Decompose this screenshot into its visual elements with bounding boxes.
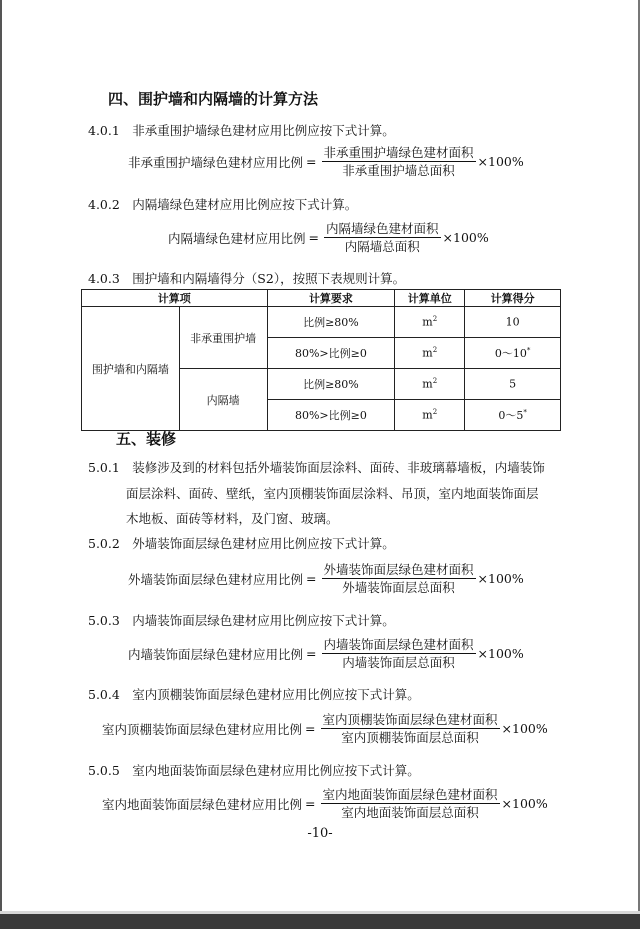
score-table bbox=[81, 289, 561, 431]
clause-5-0-1-line1: 5.0.1 装修涉及到的材料包括外墙装饰面层涂料、面砖、非玻璃幕墙板，内墙装饰 bbox=[88, 460, 545, 475]
score-cell: 0～5* bbox=[465, 400, 561, 431]
unit-cell: $m^2$ bbox=[395, 369, 465, 400]
formula-equals: = bbox=[306, 571, 317, 586]
score-cell: 5 bbox=[465, 369, 561, 400]
unit-cell: $m^2$ bbox=[395, 307, 465, 338]
score-cell: 0～10* bbox=[465, 338, 561, 369]
viewer-bottom-bar bbox=[0, 911, 640, 929]
formula-multiplier: ×100% bbox=[477, 571, 524, 586]
formula-denominator: 非承重围护墙总面积 bbox=[342, 163, 455, 178]
clause-5-0-4: 5.0.4 室内顶棚装饰面层绿色建材应用比例应按下式计算。 bbox=[88, 687, 420, 702]
formula-denominator: 内墙装饰面层总面积 bbox=[342, 655, 455, 670]
header-item: 计算项 bbox=[82, 290, 268, 307]
formula-5-0-2 bbox=[128, 562, 524, 595]
score-cell: 10 bbox=[465, 307, 561, 338]
requirement-cell: 比例≥80% bbox=[267, 307, 395, 338]
formula-fraction bbox=[324, 221, 441, 254]
formula-equals: = bbox=[305, 721, 316, 736]
table-header-row bbox=[82, 290, 561, 307]
section4-heading: 四、围护墙和内隔墙的计算方法 bbox=[108, 90, 319, 108]
formula-fraction bbox=[322, 562, 476, 595]
clause-5-0-1-line2: 面层涂料、面砖、壁纸，室内顶棚装饰面层涂料、吊顶，室内地面装饰面层 bbox=[126, 486, 539, 501]
formula-fraction bbox=[322, 145, 476, 178]
formula-equals: = bbox=[308, 230, 319, 245]
formula-multiplier: ×100% bbox=[477, 154, 524, 169]
formula-5-0-5 bbox=[102, 787, 548, 820]
formula-fraction bbox=[321, 787, 500, 820]
formula-lhs: 内隔墙绿色建材应用比例 bbox=[168, 230, 306, 246]
group-cell: 围护墙和内隔墙 bbox=[82, 307, 180, 431]
clause-5-0-3: 5.0.3 内墙装饰面层绿色建材应用比例应按下式计算。 bbox=[88, 613, 395, 628]
formula-equals: = bbox=[306, 154, 317, 169]
formula-denominator: 室内地面装饰面层总面积 bbox=[341, 805, 479, 820]
header-unit: 计算单位 bbox=[395, 290, 465, 307]
formula-numerator: 非承重围护墙绿色建材面积 bbox=[323, 145, 474, 160]
formula-numerator: 内隔墙绿色建材面积 bbox=[326, 221, 439, 236]
formula-lhs: 室内地面装饰面层绿色建材应用比例 bbox=[102, 796, 303, 812]
formula-4-0-1 bbox=[128, 145, 524, 178]
unit-cell: $m^2$ bbox=[395, 338, 465, 369]
requirement-cell: 80%>比例≥0 bbox=[267, 400, 395, 431]
formula-denominator: 室内顶棚装饰面层总面积 bbox=[341, 730, 479, 745]
formula-denominator: 内隔墙总面积 bbox=[344, 239, 420, 254]
page-edge-left bbox=[0, 0, 2, 929]
header-requirement: 计算要求 bbox=[267, 290, 395, 307]
formula-numerator: 室内地面装饰面层绿色建材面积 bbox=[322, 787, 498, 802]
formula-equals: = bbox=[305, 796, 316, 811]
formula-lhs: 非承重围护墙绿色建材应用比例 bbox=[128, 154, 304, 170]
requirement-cell: 比例≥80% bbox=[267, 369, 395, 400]
formula-fraction bbox=[321, 712, 500, 745]
formula-multiplier: ×100% bbox=[477, 646, 524, 661]
sub-item-cell: 内隔墙 bbox=[179, 369, 267, 431]
formula-lhs: 室内顶棚装饰面层绿色建材应用比例 bbox=[102, 721, 303, 737]
formula-5-0-4 bbox=[102, 712, 548, 745]
formula-numerator: 内墙装饰面层绿色建材面积 bbox=[323, 637, 474, 652]
formula-lhs: 外墙装饰面层绿色建材应用比例 bbox=[128, 571, 304, 587]
clause-5-0-1-line3: 木地板、面砖等材料，及门窗、玻璃。 bbox=[126, 511, 339, 526]
clause-4-0-3: 4.0.3 围护墙和内隔墙得分（S2），按照下表规则计算。 bbox=[88, 271, 406, 286]
table-row bbox=[82, 307, 561, 338]
sub-item-cell: 非承重围护墙 bbox=[179, 307, 267, 369]
formula-5-0-3 bbox=[128, 637, 524, 670]
formula-multiplier: ×100% bbox=[501, 796, 548, 811]
page-number: -10- bbox=[307, 826, 333, 841]
section5-heading: 五、装修 bbox=[116, 430, 177, 448]
formula-lhs: 内墙装饰面层绿色建材应用比例 bbox=[128, 646, 304, 662]
clause-4-0-1: 4.0.1 非承重围护墙绿色建材应用比例应按下式计算。 bbox=[88, 123, 395, 138]
clause-5-0-2: 5.0.2 外墙装饰面层绿色建材应用比例应按下式计算。 bbox=[88, 536, 395, 551]
formula-4-0-2 bbox=[168, 221, 489, 254]
formula-numerator: 外墙装饰面层绿色建材面积 bbox=[323, 562, 474, 577]
header-score: 计算得分 bbox=[465, 290, 561, 307]
formula-multiplier: ×100% bbox=[442, 230, 489, 245]
formula-denominator: 外墙装饰面层总面积 bbox=[342, 580, 455, 595]
formula-numerator: 室内顶棚装饰面层绿色建材面积 bbox=[322, 712, 498, 727]
formula-equals: = bbox=[306, 646, 317, 661]
unit-cell: $m^2$ bbox=[395, 400, 465, 431]
requirement-cell: 80%>比例≥0 bbox=[267, 338, 395, 369]
formula-multiplier: ×100% bbox=[501, 721, 548, 736]
formula-fraction bbox=[322, 637, 476, 670]
clause-5-0-5: 5.0.5 室内地面装饰面层绿色建材应用比例应按下式计算。 bbox=[88, 763, 420, 778]
clause-4-0-2: 4.0.2 内隔墙绿色建材应用比例应按下式计算。 bbox=[88, 197, 358, 212]
